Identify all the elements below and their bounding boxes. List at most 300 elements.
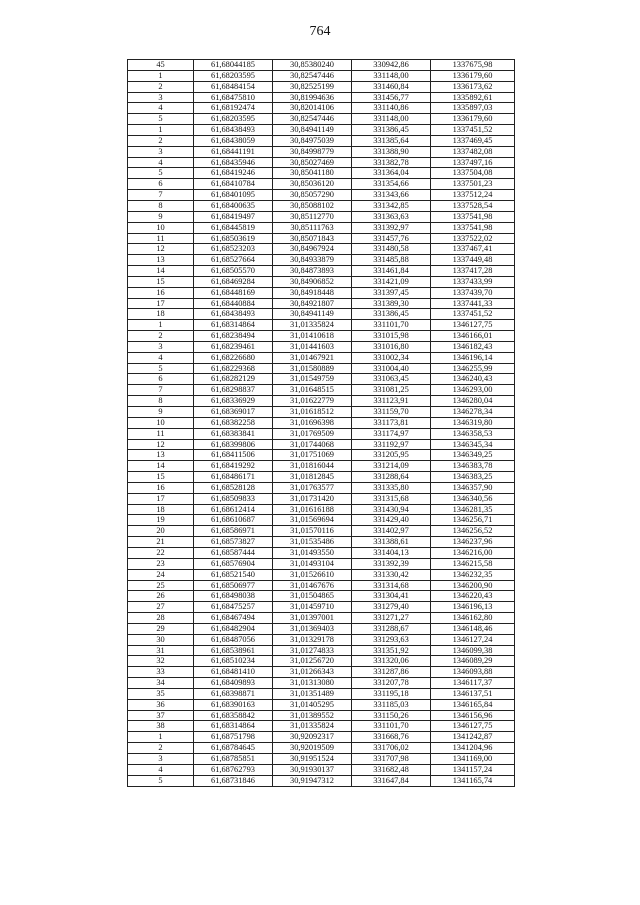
cell-y: 1346383,25: [431, 472, 515, 483]
cell-lon: 30,85380240: [273, 60, 352, 71]
cell-lon: 31,01405295: [273, 699, 352, 710]
cell-num: 13: [128, 255, 194, 266]
cell-num: 18: [128, 504, 194, 515]
cell-num: 31: [128, 645, 194, 656]
cell-x: 331461,84: [352, 266, 431, 277]
cell-lat: 61,68435946: [194, 157, 273, 168]
cell-lon: 31,01459710: [273, 602, 352, 613]
cell-num: 6: [128, 374, 194, 385]
cell-x: 331148,00: [352, 114, 431, 125]
cell-y: 1337433,99: [431, 276, 515, 287]
cell-x: 331388,90: [352, 146, 431, 157]
cell-y: 1337497,16: [431, 157, 515, 168]
cell-lon: 31,01441603: [273, 341, 352, 352]
table-row: [128, 482, 515, 493]
cell-lon: 31,01648515: [273, 385, 352, 396]
table-row: [128, 688, 515, 699]
cell-lat: 61,68481410: [194, 667, 273, 678]
cell-lon: 31,01618512: [273, 407, 352, 418]
cell-y: 1346349,25: [431, 450, 515, 461]
cell-y: 1346278,34: [431, 407, 515, 418]
cell-x: 331195,18: [352, 688, 431, 699]
table-row: [128, 721, 515, 732]
cell-y: 1336179,60: [431, 114, 515, 125]
cell-x: 331460,84: [352, 81, 431, 92]
table-row: [128, 309, 515, 320]
table-row: [128, 190, 515, 201]
cell-lon: 31,01816044: [273, 461, 352, 472]
cell-num: 5: [128, 168, 194, 179]
cell-num: 9: [128, 407, 194, 418]
cell-lon: 30,85036120: [273, 179, 352, 190]
table-row: [128, 754, 515, 765]
cell-y: 1346340,56: [431, 493, 515, 504]
cell-num: 14: [128, 266, 194, 277]
cell-x: 331392,39: [352, 558, 431, 569]
cell-y: 1335897,03: [431, 103, 515, 114]
cell-y: 1346255,99: [431, 363, 515, 374]
cell-y: 1346216,00: [431, 547, 515, 558]
cell-lon: 30,85112770: [273, 211, 352, 222]
cell-lat: 61,68438493: [194, 125, 273, 136]
cell-lon: 30,84873893: [273, 266, 352, 277]
cell-x: 331421,09: [352, 276, 431, 287]
cell-x: 331150,26: [352, 710, 431, 721]
cell-x: 331386,45: [352, 125, 431, 136]
cell-lat: 61,68484154: [194, 81, 273, 92]
cell-x: 331287,86: [352, 667, 431, 678]
cell-y: 1346383,78: [431, 461, 515, 472]
cell-lat: 61,68441191: [194, 146, 273, 157]
cell-lat: 61,68509833: [194, 493, 273, 504]
cell-y: 1337528,54: [431, 200, 515, 211]
cell-lon: 30,84933879: [273, 255, 352, 266]
cell-x: 331402,97: [352, 526, 431, 537]
cell-lon: 31,01696398: [273, 417, 352, 428]
cell-num: 15: [128, 276, 194, 287]
table-row: [128, 699, 515, 710]
cell-lat: 61,68486171: [194, 472, 273, 483]
cell-x: 331330,42: [352, 569, 431, 580]
cell-num: 36: [128, 699, 194, 710]
page-number: 764: [309, 24, 331, 39]
cell-lat: 61,68419292: [194, 461, 273, 472]
cell-y: 1341204,96: [431, 743, 515, 754]
cell-x: 331140,86: [352, 103, 431, 114]
cell-lon: 31,01535486: [273, 537, 352, 548]
cell-lon: 31,01389552: [273, 710, 352, 721]
cell-y: 1337512,24: [431, 190, 515, 201]
cell-lat: 61,68538961: [194, 645, 273, 656]
cell-lat: 61,68467494: [194, 613, 273, 624]
cell-num: 19: [128, 515, 194, 526]
table-row: [128, 461, 515, 472]
table-row: [128, 385, 515, 396]
table-row: [128, 266, 515, 277]
cell-x: 331404,13: [352, 547, 431, 558]
table-row: [128, 341, 515, 352]
cell-lon: 30,91930137: [273, 764, 352, 775]
table-row: [128, 439, 515, 450]
cell-num: 38: [128, 721, 194, 732]
cell-y: 1346256,71: [431, 515, 515, 526]
cell-num: 21: [128, 537, 194, 548]
cell-lon: 31,01616188: [273, 504, 352, 515]
cell-lon: 31,01467676: [273, 580, 352, 591]
cell-lat: 61,68398871: [194, 688, 273, 699]
table-row: [128, 623, 515, 634]
cell-y: 1346200,90: [431, 580, 515, 591]
cell-y: 1346345,34: [431, 439, 515, 450]
cell-lat: 61,68203595: [194, 114, 273, 125]
table-row: [128, 233, 515, 244]
cell-x: 331002,34: [352, 352, 431, 363]
cell-num: 3: [128, 754, 194, 765]
table-row: [128, 504, 515, 515]
table-row: [128, 168, 515, 179]
cell-num: 3: [128, 341, 194, 352]
cell-lat: 61,68336929: [194, 396, 273, 407]
cell-x: 331148,00: [352, 70, 431, 81]
table-row: [128, 493, 515, 504]
cell-lat: 61,68239461: [194, 341, 273, 352]
cell-x: 331668,76: [352, 732, 431, 743]
cell-y: 1337522,02: [431, 233, 515, 244]
cell-y: 1337504,08: [431, 168, 515, 179]
cell-lon: 30,84941149: [273, 125, 352, 136]
table-row: [128, 114, 515, 125]
cell-num: 3: [128, 92, 194, 103]
cell-lat: 61,68475810: [194, 92, 273, 103]
cell-x: 331314,68: [352, 580, 431, 591]
cell-num: 1: [128, 125, 194, 136]
cell-lon: 31,01526610: [273, 569, 352, 580]
cell-lon: 31,01313080: [273, 678, 352, 689]
table-row: [128, 244, 515, 255]
table-row: [128, 298, 515, 309]
cell-lon: 30,82014106: [273, 103, 352, 114]
cell-num: 5: [128, 114, 194, 125]
cell-lon: 31,01369403: [273, 623, 352, 634]
cell-lon: 30,84967924: [273, 244, 352, 255]
cell-x: 331004,40: [352, 363, 431, 374]
cell-y: 1337451,52: [431, 125, 515, 136]
cell-lat: 61,68576904: [194, 558, 273, 569]
cell-num: 2: [128, 331, 194, 342]
cell-lat: 61,68521540: [194, 569, 273, 580]
cell-x: 331707,98: [352, 754, 431, 765]
table-row: [128, 125, 515, 136]
cell-num: 17: [128, 298, 194, 309]
cell-x: 331706,02: [352, 743, 431, 754]
cell-x: 331185,03: [352, 699, 431, 710]
cell-num: 29: [128, 623, 194, 634]
cell-y: 1346220,43: [431, 591, 515, 602]
cell-num: 27: [128, 602, 194, 613]
cell-y: 1346358,53: [431, 428, 515, 439]
cell-lat: 61,68409893: [194, 678, 273, 689]
cell-lat: 61,68410784: [194, 179, 273, 190]
cell-num: 4: [128, 157, 194, 168]
cell-lat: 61,68445819: [194, 222, 273, 233]
cell-x: 331485,88: [352, 255, 431, 266]
cell-lat: 61,68586971: [194, 526, 273, 537]
cell-lon: 30,85057290: [273, 190, 352, 201]
cell-x: 330942,86: [352, 60, 431, 71]
cell-num: 11: [128, 233, 194, 244]
cell-y: 1346099,38: [431, 645, 515, 656]
cell-num: 1: [128, 70, 194, 81]
cell-y: 1346215,58: [431, 558, 515, 569]
cell-lat: 61,68510234: [194, 656, 273, 667]
cell-lon: 31,01467921: [273, 352, 352, 363]
cell-x: 331682,48: [352, 764, 431, 775]
cell-lon: 30,85071843: [273, 233, 352, 244]
cell-lat: 61,68044185: [194, 60, 273, 71]
cell-x: 331342,85: [352, 200, 431, 211]
cell-num: 16: [128, 482, 194, 493]
cell-lat: 61,68382258: [194, 417, 273, 428]
cell-num: 2: [128, 743, 194, 754]
table-row: [128, 60, 515, 71]
cell-y: 1346127,75: [431, 320, 515, 331]
cell-x: 331430,94: [352, 504, 431, 515]
cell-y: 1337467,41: [431, 244, 515, 255]
table-row: [128, 255, 515, 266]
table-row: [128, 70, 515, 81]
cell-x: 331457,76: [352, 233, 431, 244]
table-row: [128, 200, 515, 211]
cell-num: 15: [128, 472, 194, 483]
table-row: [128, 222, 515, 233]
table-row: [128, 396, 515, 407]
cell-lat: 61,68784645: [194, 743, 273, 754]
cell-lat: 61,68731846: [194, 775, 273, 786]
cell-x: 331389,30: [352, 298, 431, 309]
cell-lon: 30,82547446: [273, 114, 352, 125]
cell-y: 1346280,04: [431, 396, 515, 407]
cell-y: 1341242,87: [431, 732, 515, 743]
table-row: [128, 287, 515, 298]
table-row: [128, 428, 515, 439]
cell-x: 331456,77: [352, 92, 431, 103]
cell-lat: 61,68419497: [194, 211, 273, 222]
cell-y: 1337417,28: [431, 266, 515, 277]
table-row: [128, 667, 515, 678]
cell-lat: 61,68282129: [194, 374, 273, 385]
cell-x: 331364,04: [352, 168, 431, 179]
cell-lat: 61,68505570: [194, 266, 273, 277]
table-row: [128, 276, 515, 287]
cell-num: 24: [128, 569, 194, 580]
cell-y: 1341169,00: [431, 754, 515, 765]
cell-lon: 30,84906852: [273, 276, 352, 287]
cell-x: 331016,80: [352, 341, 431, 352]
cell-y: 1346117,37: [431, 678, 515, 689]
cell-x: 331214,09: [352, 461, 431, 472]
cell-num: 1: [128, 732, 194, 743]
cell-num: 37: [128, 710, 194, 721]
cell-num: 4: [128, 103, 194, 114]
cell-lon: 31,01397001: [273, 613, 352, 624]
cell-y: 1346156,96: [431, 710, 515, 721]
cell-y: 1346162,80: [431, 613, 515, 624]
table-row: [128, 450, 515, 461]
cell-x: 331392,97: [352, 222, 431, 233]
cell-x: 331207,78: [352, 678, 431, 689]
table-row: [128, 537, 515, 548]
table-row: [128, 613, 515, 624]
cell-lat: 61,68419246: [194, 168, 273, 179]
cell-num: 45: [128, 60, 194, 71]
cell-lat: 61,68506977: [194, 580, 273, 591]
cell-num: 35: [128, 688, 194, 699]
cell-lon: 31,01549759: [273, 374, 352, 385]
table-row: [128, 547, 515, 558]
cell-lat: 61,68438059: [194, 135, 273, 146]
cell-lat: 61,68573827: [194, 537, 273, 548]
cell-y: 1341157,24: [431, 764, 515, 775]
cell-lon: 31,01335824: [273, 721, 352, 732]
cell-lon: 30,92092317: [273, 732, 352, 743]
cell-y: 1337441,33: [431, 298, 515, 309]
cell-lat: 61,68448169: [194, 287, 273, 298]
cell-num: 22: [128, 547, 194, 558]
cell-y: 1346293,00: [431, 385, 515, 396]
table-row: [128, 602, 515, 613]
table-row: [128, 211, 515, 222]
cell-lat: 61,68314864: [194, 721, 273, 732]
cell-lon: 31,01274833: [273, 645, 352, 656]
table-row: [128, 374, 515, 385]
cell-y: 1337541,98: [431, 222, 515, 233]
cell-x: 331063,45: [352, 374, 431, 385]
cell-lat: 61,68469284: [194, 276, 273, 287]
cell-lon: 31,01493104: [273, 558, 352, 569]
cell-y: 1337482,08: [431, 146, 515, 157]
cell-lon: 30,84975039: [273, 135, 352, 146]
cell-lon: 30,82525199: [273, 81, 352, 92]
table-row: [128, 81, 515, 92]
cell-x: 331173,81: [352, 417, 431, 428]
cell-x: 331174,97: [352, 428, 431, 439]
cell-num: 30: [128, 634, 194, 645]
cell-lon: 31,01769509: [273, 428, 352, 439]
cell-num: 25: [128, 580, 194, 591]
cell-x: 331015,98: [352, 331, 431, 342]
cell-y: 1346281,35: [431, 504, 515, 515]
cell-lon: 30,85041180: [273, 168, 352, 179]
cell-lat: 61,68498038: [194, 591, 273, 602]
table-row: [128, 580, 515, 591]
cell-num: 33: [128, 667, 194, 678]
cell-lat: 61,68383841: [194, 428, 273, 439]
cell-num: 7: [128, 385, 194, 396]
cell-lat: 61,68751798: [194, 732, 273, 743]
cell-lon: 30,82547446: [273, 70, 352, 81]
cell-y: 1346127,75: [431, 721, 515, 732]
table-row: [128, 407, 515, 418]
cell-num: 4: [128, 764, 194, 775]
cell-lon: 30,84921807: [273, 298, 352, 309]
cell-num: 13: [128, 450, 194, 461]
cell-y: 1346089,29: [431, 656, 515, 667]
cell-lat: 61,68438493: [194, 309, 273, 320]
cell-y: 1336173,62: [431, 81, 515, 92]
cell-y: 1341165,74: [431, 775, 515, 786]
cell-x: 331429,40: [352, 515, 431, 526]
cell-y: 1337501,23: [431, 179, 515, 190]
coordinates-table: [127, 59, 515, 787]
cell-lon: 31,01266343: [273, 667, 352, 678]
cell-lat: 61,68390163: [194, 699, 273, 710]
cell-num: 10: [128, 222, 194, 233]
table-row: [128, 645, 515, 656]
cell-lat: 61,68503619: [194, 233, 273, 244]
cell-lon: 31,01351489: [273, 688, 352, 699]
cell-lon: 31,01580889: [273, 363, 352, 374]
cell-y: 1346319,80: [431, 417, 515, 428]
cell-lon: 30,84918448: [273, 287, 352, 298]
cell-lon: 31,01763577: [273, 482, 352, 493]
cell-num: 2: [128, 135, 194, 146]
cell-lat: 61,68203595: [194, 70, 273, 81]
cell-x: 331288,64: [352, 472, 431, 483]
cell-num: 1: [128, 320, 194, 331]
table-row: [128, 634, 515, 645]
cell-x: 331382,78: [352, 157, 431, 168]
cell-lon: 30,92019509: [273, 743, 352, 754]
cell-y: 1337451,52: [431, 309, 515, 320]
cell-lon: 31,01744068: [273, 439, 352, 450]
cell-y: 1346357,90: [431, 482, 515, 493]
table-row: [128, 656, 515, 667]
cell-num: 2: [128, 81, 194, 92]
cell-lat: 61,68298837: [194, 385, 273, 396]
cell-lat: 61,68487056: [194, 634, 273, 645]
cell-x: 331354,66: [352, 179, 431, 190]
table-row: [128, 179, 515, 190]
cell-x: 331397,45: [352, 287, 431, 298]
cell-num: 7: [128, 190, 194, 201]
cell-lon: 31,01504865: [273, 591, 352, 602]
cell-y: 1346182,43: [431, 341, 515, 352]
cell-lat: 61,68226680: [194, 352, 273, 363]
cell-lat: 61,68612414: [194, 504, 273, 515]
cell-lon: 31,01410618: [273, 331, 352, 342]
cell-y: 1337449,48: [431, 255, 515, 266]
cell-num: 4: [128, 352, 194, 363]
cell-x: 331101,70: [352, 721, 431, 732]
cell-lat: 61,68610687: [194, 515, 273, 526]
cell-num: 14: [128, 461, 194, 472]
cell-lat: 61,68762793: [194, 764, 273, 775]
cell-lat: 61,68785851: [194, 754, 273, 765]
cell-lon: 31,01622779: [273, 396, 352, 407]
cell-num: 5: [128, 363, 194, 374]
table-row: [128, 515, 515, 526]
table-row: [128, 103, 515, 114]
cell-lon: 31,01751069: [273, 450, 352, 461]
cell-y: 1346166,01: [431, 331, 515, 342]
cell-y: 1346232,35: [431, 569, 515, 580]
cell-x: 331388,61: [352, 537, 431, 548]
cell-y: 1346165,84: [431, 699, 515, 710]
cell-y: 1346093,88: [431, 667, 515, 678]
cell-y: 1346196,13: [431, 602, 515, 613]
table-row: [128, 363, 515, 374]
cell-x: 331386,45: [352, 309, 431, 320]
